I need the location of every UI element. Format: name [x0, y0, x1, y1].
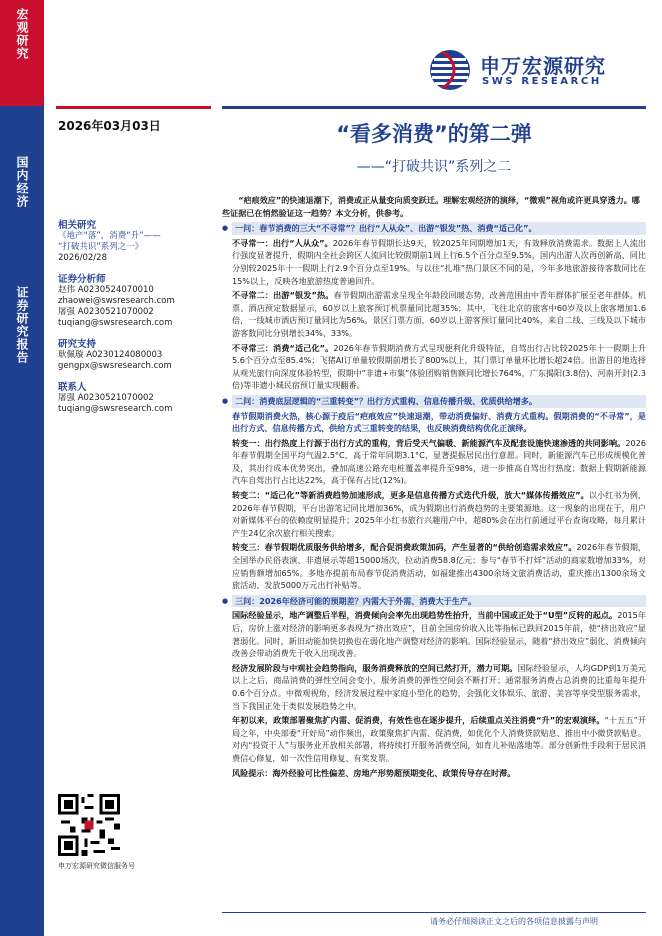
related-research-link[interactable]: 《地产“落”，消费“升”—— [58, 231, 161, 241]
qr-code-icon [58, 794, 120, 856]
section-2-header: ● 二问：消费底层逻辑的“三重转变”？出行方式重构、信息传播升级、优质供给增多。 [222, 395, 646, 408]
report-body [222, 194, 646, 779]
bullet-icon: ● [222, 224, 229, 233]
paragraph: 转变二：“适己化”等新消费趋势加速形成，更多是信息传播方式迭代升级，放大“媒体传播效应”。以小红书为例，2026年春节假期，平台出游笔记同比增加36%，成为假期出行消费趋势的主要策源地。这一现象的出现在于，用户对新媒体平台的依赖度明显提升；2025年小红书旅行兴趣用户中，超80%会在出行前通过平台查询攻略，每月累计产生24亿余次旅行相关搜索。 [232, 490, 646, 538]
paragraph: 转变三：春节假期优质服务供给增多，配合促消费政策加码，产生显著的“供给创造需求效应”。2026年春节假期，全国举办民俗表演、非遗展示等超15000场次，拉动消费58.8亿元；参与“春节不打烊”活动的商家数增加33%，对应销售额增加65%。多地亦提前布局春节促消费活动，如福建推出4300余场文旅消费活动，重庆推出1300余场文旅活动、发放5000万元出行补贴等。 [232, 542, 646, 591]
analyst-line: 屠强 A0230521070002 [58, 307, 154, 317]
report-title: “看多消费”的第二弹 [336, 122, 532, 146]
bullet-icon: ● [222, 396, 229, 405]
footer-rule [222, 912, 646, 913]
paragraph: 转变一：出行热度上行源于出行方式的重构，背后受天气偏暖、新能源汽车及配套设施快速渗透的共同影响。2026年春节假期全国平均气温2.5°C，高于常年同期3.1°C，显著提振居民出行意愿。同时，新能源汽车已形成规模化普及，其出行成本优势突出，叠加高速公路充电桩覆盖率提升至98%，进一步推高自驾出行热度；数据上假期新能源汽车自驾出行占比达22%，高于保有占比(12%)。 [232, 437, 646, 486]
research-support-heading: 研究支持 [58, 339, 97, 350]
assistant-line: 耿佩璇 A0230124080003 [58, 350, 163, 360]
header-rule-blue [222, 106, 646, 109]
sidebar-info [58, 220, 218, 415]
analyst-email[interactable]: tuqiang@swsresearch.com [58, 318, 173, 328]
related-research-heading: 相关研究 [58, 220, 97, 231]
category-tab-domestic-economy: 国内经济 [0, 106, 44, 216]
analyst-heading: 证券分析师 [58, 274, 106, 285]
paragraph: 经济发展阶段与中观社会趋势指向，服务消费释放的空间已然打开，潜力可期。国际经验显示，人均GDP到1万美元以上之后，商品消费的弹性空间会变小，服务消费的弹性空间会不断打开；通常服务消费占总消费的比重每年提升0.6个百分点。中微观视角，经济发展过程中家庭小型化的趋势，会强化文体娱乐、旅游、美容等享受型服务需求，当下我国正处于类似发展趋势之中。 [232, 662, 646, 711]
related-research-date: 2026/02/28 [58, 253, 107, 263]
paragraph: 春节假期消费火热，核心源于疫后“疤痕效应”快速退潮，带动消费偏好、消费方式重构。假期消费的“不寻常”，是出行方式、信息传播方式、供给方式三重转变的结果，也反映消费结构优化正演绎。 [232, 410, 646, 434]
bullet-icon: ● [222, 596, 229, 605]
contact-email[interactable]: tuqiang@swsresearch.com [58, 404, 173, 414]
analyst-email[interactable]: zhaowei@swsresearch.com [58, 296, 175, 306]
qr-caption: 申万宏源研究微信服务号 [58, 862, 135, 870]
contact-line: 屠强 A0230521070002 [58, 393, 154, 403]
paragraph: 年初以来，政策部署聚焦扩内需、促消费，有效性也在逐步提升，后续重点关注消费“升”的宏观演绎。“十五五”开局之年，中央部委“开好局”动作频出，政策聚焦扩内需、促消费，如优化个人消费贷款贴息、推出中小微贷款贴息。对内“投资于人”与服务业开放相关部署，将持续打开服务消费空间，如育儿补贴落地等。部分创新性手段利于居民消费信心修复，如一次性信用修复、有奖发票。 [232, 715, 646, 763]
logo-en-text: SWS RESEARCH [482, 76, 602, 87]
contact-heading: 联系人 [58, 382, 87, 393]
paragraph: 不寻常一：出行“人从众”。2026年春节假期长达9天，较2025年同期增加1天，有效释放消费需求。数据上人流出行强度显著提升，假期内全社会跨区人流同比较假期前1周上行6.5个百分点至9.5%，国内出游人次再创新高、同比分别较2025年十一假期上行2.9个百分点至19%。与以往“扎堆”热门景区不同的是，今年多地旅游接待客数同比在15%以上，反映各地旅游热度普遍回升。 [232, 237, 647, 286]
logo-globe-icon [428, 48, 472, 92]
paragraph: 不寻常三：消费“适己化”。2026年春节假期消费方式呈现便利化升级特征，自驾出行占比较2025年十一假期上升5.6个百分点至85.4%；飞猪AI订单量较假期前增长了800%以上，其门票订单量环比增长超24倍。出游目的地选择从观光旅行向深度体验转型，假期中“非遗+市集”体验团购销售额同比增长764%，广东揭阳(3.8倍)、河南开封(2.3倍)等非遗小城民宿预订量实现翻番。 [232, 342, 646, 391]
related-research-link[interactable]: “打破共识”系列之一》 [58, 242, 144, 252]
footer-disclaimer: 请务必仔细阅读正文之后的各项信息披露与声明 [430, 917, 598, 926]
risk-warning: 风险提示：海外经验可比性偏差、房地产形势超预期变化、政策传导存在时滞。 [232, 767, 516, 778]
assistant-email[interactable]: gengpx@swsresearch.com [58, 361, 172, 371]
company-logo [428, 48, 643, 92]
category-tab-securities-report: 证券研究报告 [0, 216, 44, 936]
header-rule-red [56, 106, 211, 109]
category-tab-macro: 宏观研究 [0, 0, 44, 106]
logo-cn-text: 申万宏源研究 [480, 54, 606, 78]
section-3-header: ● 三问：2026年经济可能的预期差？内需大于外需、消费大于生产。 [222, 595, 646, 608]
section-1-header: ● 一问：春节消费的三大“不寻常”？出行“人从众”、出游“银发”热、消费“适己化”。 [222, 222, 646, 235]
report-date: 2026年03月03日 [58, 119, 161, 133]
report-subtitle: ——“打破共识”系列之二 [356, 159, 512, 175]
analyst-line: 赵伟 A0230524070010 [58, 285, 154, 295]
paragraph: 不寻常二：出游“银发”热。春节假期出游需求呈现全年龄段回暖态势，改善范围由中青年群体扩展至老年群体。机票、酒店预定数据显示，60岁以上旅客预订机票量同比超35%；其中，飞往北京的旅客中60岁及以上旅客增加1.6倍，一线城市酒店预订量同比为56%。景区门票方面，60岁以上游客预订量同比40%，来自二线、三线及以下城市游客数同比分别增长34%、33%。 [232, 290, 646, 338]
paragraph: 国际经验显示，地产调整后半程，消费倾向会率先出现趋势性抬升，当前中国或正处于“U型”反转的起点。2015年后，房价上涨对经济的影响更多表现为“挤出效应”，目前全国房价收入比等指标已跌回2015年前，使“挤出效应”显著弱化。同时，新旧动能加快切换也在弱化地产调整对经济的影响。国际经验显示，随着“挤出效应”弱化、消费倾向改善会带动消费先于收入出现改善。 [232, 610, 646, 659]
abstract: “疤痕效应”的快速退潮下，消费或正从量变向质变跃迁。理解宏观经济的演绎，“微观”视角或许更具穿透力。哪些证据已在悄然验证这一趋势？本文分析，供参考。 [222, 195, 640, 218]
